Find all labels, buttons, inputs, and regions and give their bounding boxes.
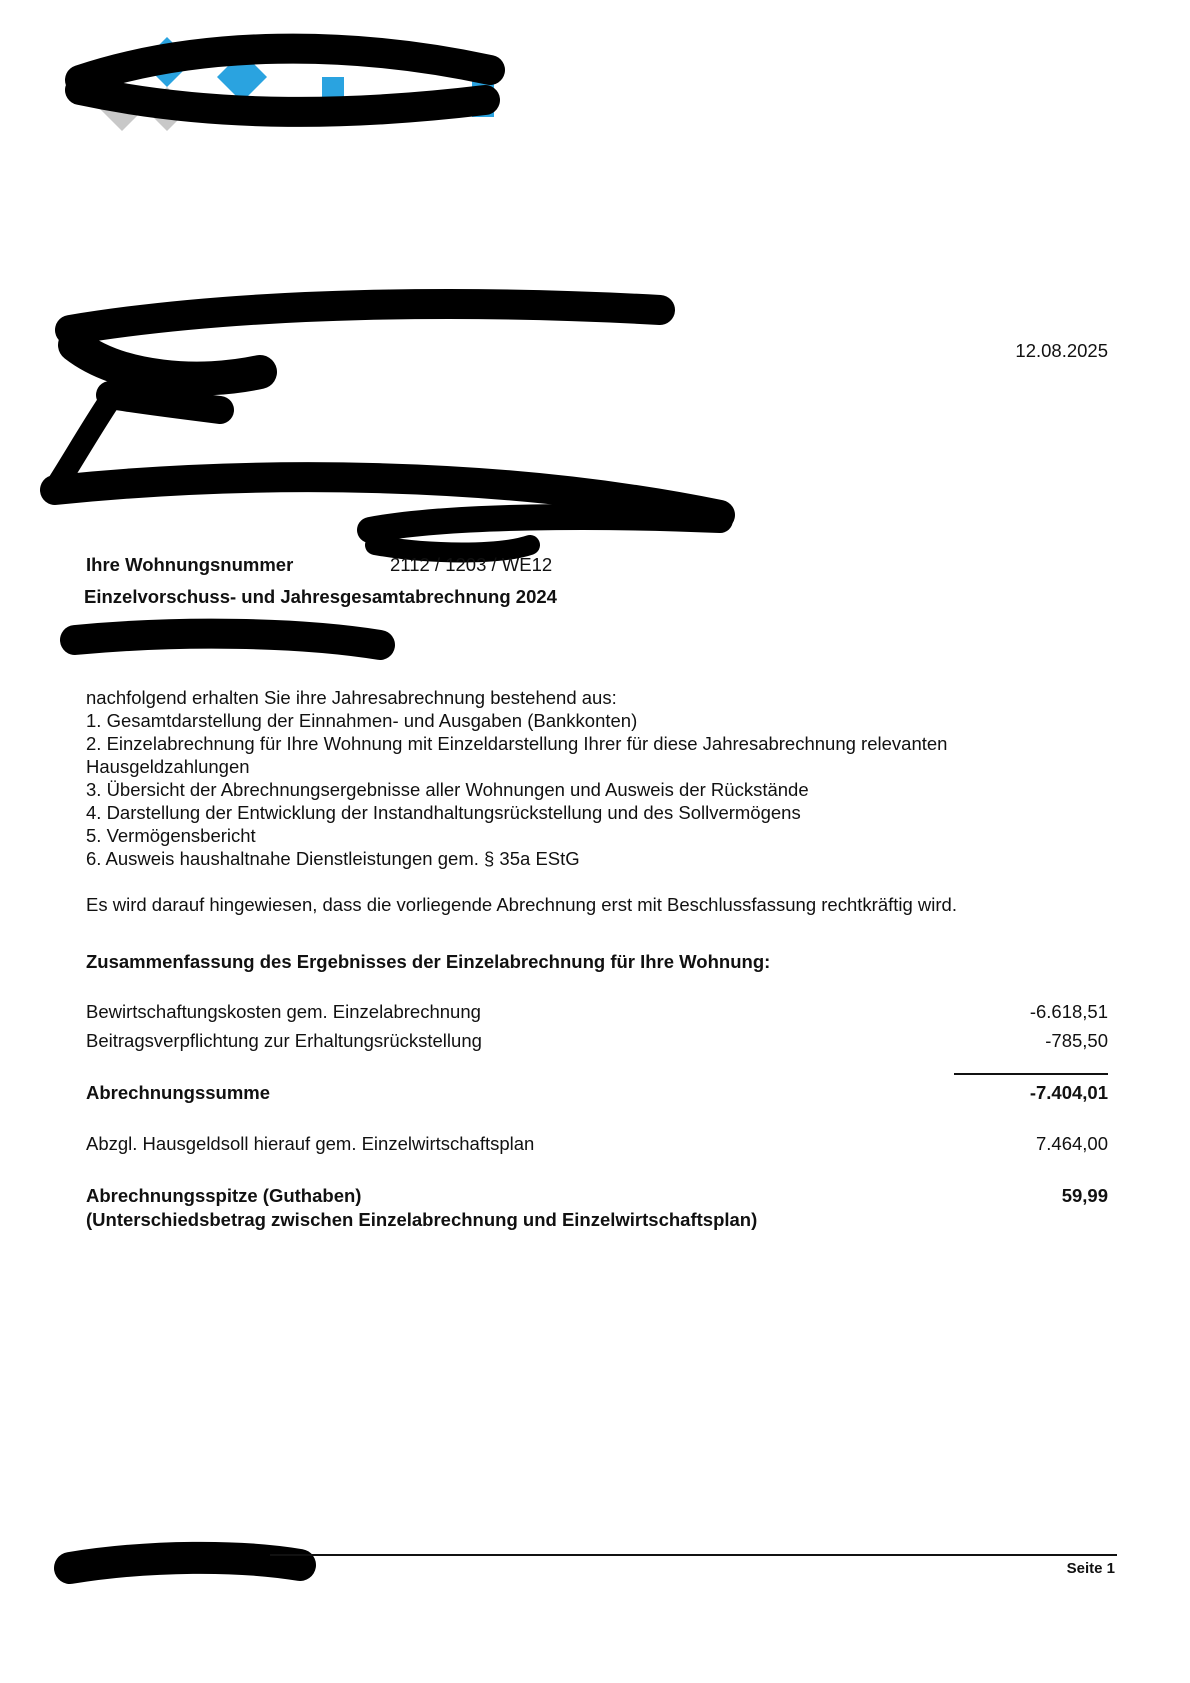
result-label: Abrechnungsspitze (Guthaben) (86, 1185, 362, 1206)
summary-heading: Zusammenfassung des Ergebnisses der Einzelabrechnung für Ihre Wohnung: (86, 951, 771, 972)
summary-row-value: -785,50 (1045, 1030, 1108, 1051)
page-number: Seite 1 (1066, 1560, 1115, 1577)
intro-item: 5. Vermögensbericht (86, 825, 256, 846)
document-title: Einzelvorschuss- und Jahresgesamtabrechnung 2024 (84, 586, 557, 607)
intro-item: 1. Gesamtdarstellung der Einnahmen- und Ausgaben (Bankkonten) (86, 710, 638, 731)
apartment-number-value: 2112 / 1203 / WE12 (390, 554, 553, 575)
total-label: Abrechnungssumme (86, 1082, 271, 1103)
result-value: 59,99 (1061, 1185, 1108, 1206)
deduction-value: 7.464,00 (1035, 1133, 1108, 1154)
total-value: -7.404,01 (1029, 1082, 1108, 1103)
intro-item: 2. Einzelabrechnung für Ihre Wohnung mit Einzeldarstellung Ihrer für diese Jahresabrechnung relevanten Hausgeldzahlungen (86, 733, 948, 777)
deduction-label: Abzgl. Hausgeldsoll hierauf gem. Einzelwirtschaftsplan (86, 1133, 535, 1154)
result-sublabel: (Unterschiedsbetrag zwischen Einzelabrechnung und Einzelwirtschaftsplan) (86, 1209, 758, 1230)
intro-section (86, 686, 1066, 870)
intro-item: 4. Darstellung der Entwicklung der Instandhaltungsrückstellung und des Sollvermögens (86, 802, 801, 823)
legal-note: Es wird darauf hingewiesen, dass die vorliegende Abrechnung erst mit Beschlussfassung rechtkräftig wird. (86, 894, 957, 915)
sum-divider (954, 1073, 1108, 1075)
footer-rule (270, 1554, 1117, 1556)
apartment-number-label: Ihre Wohnungsnummer (86, 554, 294, 575)
intro-lead: nachfolgend erhalten Sie ihre Jahresabrechnung bestehend aus: (86, 687, 617, 708)
document-date: 12.08.2025 (1015, 340, 1108, 361)
summary-row-label: Bewirtschaftungskosten gem. Einzelabrechnung (86, 1001, 481, 1022)
summary-row-label: Beitragsverpflichtung zur Erhaltungsrückstellung (86, 1030, 482, 1051)
intro-item: 3. Übersicht der Abrechnungsergebnisse aller Wohnungen und Ausweis der Rückstände (86, 779, 809, 800)
summary-row-value: -6.618,51 (1029, 1001, 1108, 1022)
intro-item: 6. Ausweis haushaltnahe Dienstleistungen gem. § 35a EStG (86, 848, 580, 869)
